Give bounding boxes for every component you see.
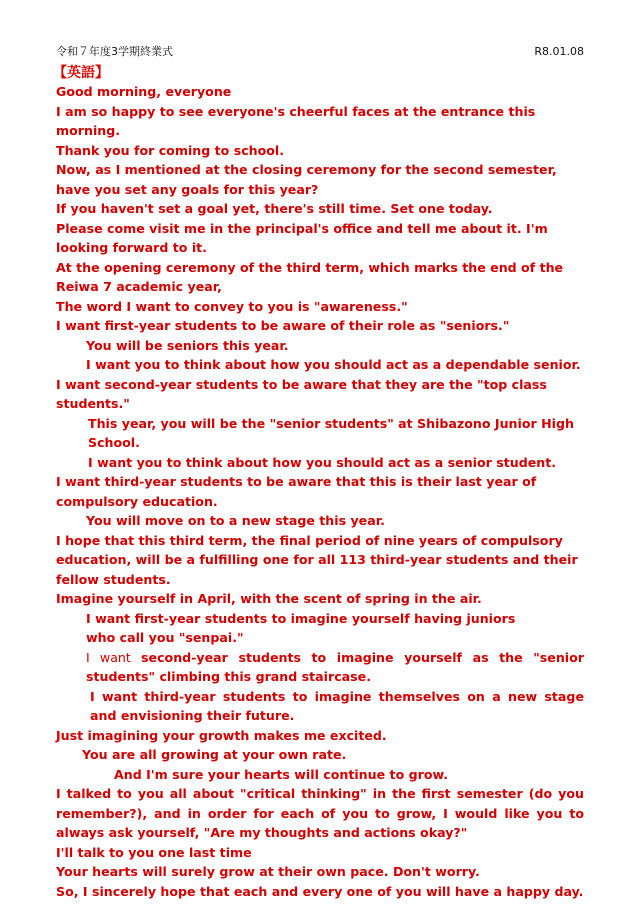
text-line: Imagine yourself in April, with the scent of spring in the air. (56, 591, 482, 606)
text-line: So, I sincerely hope that each and every one of you will have a happy day. (56, 883, 584, 899)
text-line-rest: second-year students to imagine yourself as the "senior students" climbing this grand staircase. (86, 649, 584, 684)
text-line (56, 648, 584, 687)
text-line: You will be seniors this year. (86, 337, 289, 353)
text-line: I talked to you all about "critical thinking" in the first semester (do you remember?), and in order for each of you to grow, I would like you to always ask yourself, "Are my thoughts and actions okay?" (56, 786, 584, 840)
text-line: If you haven't set a goal yet, there's still time. Set one today. (56, 201, 493, 216)
section-heading: 【英語】 (53, 65, 109, 81)
text-line: Good morning, everyone (56, 84, 232, 99)
text-line: At the opening ceremony of the third term, which marks the end of the Reiwa 7 academic year, (56, 259, 564, 294)
text-line: You are all growing at your own rate. (82, 747, 347, 762)
text-line: I am so happy to see everyone's cheerful faces at the entrance this morning. (56, 103, 536, 138)
text-line: I want you to think about how you should act as a dependable senior. (86, 357, 581, 372)
speech-text (56, 82, 584, 901)
text-line: Your hearts will surely grow at their own pace. Don't worry. (56, 864, 480, 879)
plain-text-prefix: I want (86, 649, 142, 665)
document-date: R8.01.08 (534, 45, 584, 58)
text-line: I want third-year students to imagine themselves on a new stage and envisioning their future. (90, 688, 584, 723)
text-line: Please come visit me in the principal's office and tell me about it. I'm looking forward to it. (56, 220, 548, 255)
text-line: And I'm sure your hearts will continue to grow. (114, 766, 449, 782)
text-line: I want first-year students to imagine yourself having juniors who call you "senpai." (86, 610, 516, 645)
text-line: The word I want to convey to you is "awareness." (56, 298, 408, 314)
text-line: Just imagining your growth makes me excited. (56, 727, 387, 743)
text-line: You will move on to a new stage this year. (86, 513, 385, 528)
text-line: This year, you will be the "senior students" at Shibazono Junior High School. (88, 415, 574, 450)
text-line: I want third-year students to be aware that this is their last year of compulsory education. (56, 474, 537, 509)
text-line: Thank you for coming to school. (56, 142, 285, 158)
text-line: Now, as I mentioned at the closing ceremony for the second semester, have you set any goals for this year? (56, 162, 557, 197)
text-line: I want second-year students to be aware that they are the "top class students." (56, 376, 547, 411)
text-line: I want you to think about how you should act as a senior student. (88, 454, 557, 470)
text-line: I'll talk to you one last time (56, 844, 252, 860)
text-line: I want first-year students to be aware of their role as "seniors." (56, 318, 510, 333)
document-title: 令和７年度3学期終業式 (56, 45, 173, 58)
text-line: I hope that this third term, the final period of nine years of compulsory education, will be a fulfilling one for all 113 third-year students and their fellow students. (56, 532, 578, 587)
